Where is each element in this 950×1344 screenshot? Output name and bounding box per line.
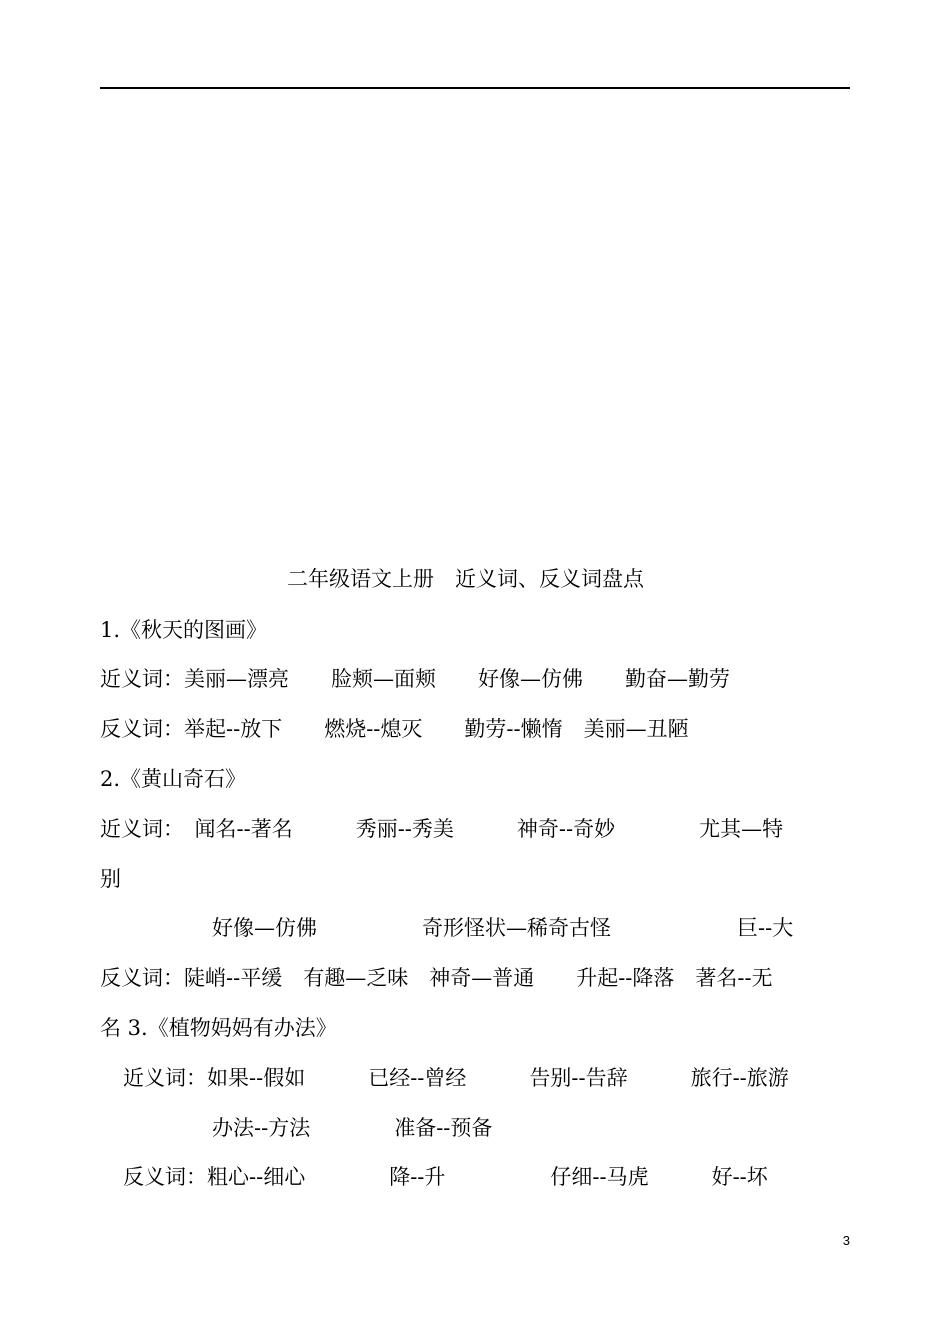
synonyms-line-1: 近义词：美丽—漂亮 脸颊—面颊 好像—仿佛 勤奋—勤劳 <box>100 667 730 691</box>
lesson-heading-2: 2.《黄山奇石》 <box>100 767 247 791</box>
antonyms-line-3: 反义词：粗心--细心 降--升 仔细--马虎 好--坏 <box>123 1165 768 1189</box>
document-title: 二年级语文上册 近义词、反义词盘点 <box>287 567 644 591</box>
lesson-heading-1: 1.《秋天的图画》 <box>100 618 268 642</box>
page-number: 3 <box>842 1233 850 1248</box>
antonyms-line-2: 反义词：陡峭--平缓 有趣—乏味 神奇—普通 升起--降落 著名--无 <box>100 966 773 990</box>
synonyms-line-2: 近义词： 闻名--著名 秀丽--秀美 神奇--奇妙 尤其—特 <box>100 817 784 841</box>
synonyms-line-3: 近义词：如果--假如 已经--曾经 告别--告辞 旅行--旅游 <box>123 1066 789 1090</box>
header-rule <box>100 87 850 89</box>
synonyms-line-3-cont: 办法--方法 准备--预备 <box>212 1116 493 1140</box>
synonyms-line-2-cont: 好像—仿佛 奇形怪状—稀奇古怪 巨--大 <box>212 916 794 940</box>
synonyms-line-2-wrap: 别 <box>100 867 121 891</box>
antonyms-line-2-wrap-with-heading-3: 名 3.《植物妈妈有办法》 <box>100 1016 337 1040</box>
antonyms-line-1: 反义词：举起--放下 燃烧--熄灭 勤劳--懒惰 美丽—丑陋 <box>100 717 689 741</box>
